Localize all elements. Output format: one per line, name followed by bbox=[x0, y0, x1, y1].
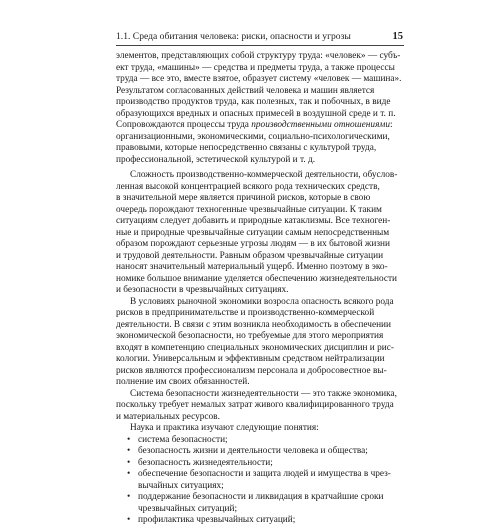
text-line-with-emphasis: Сопровождаются процессы труда производственными отношениями: bbox=[116, 120, 393, 130]
text-line: кологии. Универсальным и эффективным средством нейтрализации bbox=[116, 354, 385, 364]
list-item-text: • безопасность жизнедеятельности; bbox=[127, 457, 273, 468]
text-line: и материальных ресурсов. bbox=[116, 411, 220, 422]
bullet-icon: • bbox=[127, 515, 131, 525]
bullet-icon: • bbox=[127, 492, 131, 502]
list-item-text: • система безопасности; bbox=[127, 434, 228, 445]
text-line: элементов, представляющих собой структуру труда: «человек» — субъ- bbox=[116, 51, 401, 61]
list-item bbox=[116, 469, 404, 492]
page-number: 15 bbox=[392, 31, 403, 42]
text-line: входят в компетенцию специальных экономических дисциплин и рис- bbox=[116, 342, 394, 353]
list-item bbox=[116, 435, 404, 447]
text-line: образующихся вредных и опасных примесей в воздушной среде и т. п. bbox=[116, 108, 396, 119]
list-item-continuation: чрезвычайных ситуаций; bbox=[138, 503, 238, 514]
emphasized-term: производственными отношениями bbox=[251, 120, 390, 130]
text-line: и безопасности в чрезвычайных ситуациях. bbox=[116, 285, 289, 295]
list-item-text: • профилактика чрезвычайных ситуаций; bbox=[127, 515, 296, 525]
list-item bbox=[116, 515, 404, 527]
running-header bbox=[116, 30, 403, 44]
text-line: в значительной мере является причиной рисков, которые в свою bbox=[116, 193, 371, 203]
list-item bbox=[116, 458, 404, 470]
text-line: производство продуктов труда, как полезных, так и побочных, в виде bbox=[116, 97, 391, 107]
text-line: номике большое внимание уделяется обеспечению жизнедеятельности bbox=[116, 273, 398, 284]
paragraph-1 bbox=[116, 51, 404, 166]
paragraph-5 bbox=[116, 423, 404, 435]
text-line: Сложность производственно-коммерческой деятельности, обуслов- bbox=[130, 170, 398, 180]
text-line: правовыми, которые непосредственно связаны с культурой труда, bbox=[116, 143, 377, 153]
text-line: ект труда, «машины» — средства и предметы труда, а также процессы bbox=[116, 62, 395, 73]
chapter-section-title: 1.1. Среда обитания человека: риски, опасности и угрозы bbox=[116, 31, 351, 42]
header-rule bbox=[116, 45, 404, 46]
text-line: ситуациям следует добавить и природные катаклизмы. Все техноген- bbox=[116, 216, 391, 226]
bullet-icon: • bbox=[127, 434, 131, 445]
paragraph-3 bbox=[116, 297, 404, 389]
paragraph-2 bbox=[116, 170, 404, 297]
list-item-text: • безопасность жизни и деятельности человека и общества; bbox=[127, 446, 368, 456]
list-intro: Наука и практика изучают следующие понятия: bbox=[130, 423, 319, 433]
text-line: труда — все это, вместе взятое, образует систему «человек — машина». bbox=[116, 74, 402, 84]
text-line: и трудовой деятельности. Равным образом чрезвычайные ситуации bbox=[116, 250, 384, 261]
list-item-text: • поддержание безопасности и ликвидация в кратчайшие сроки bbox=[127, 492, 384, 502]
bullet-icon: • bbox=[127, 457, 131, 468]
paragraph-4 bbox=[116, 389, 404, 424]
list-item-text: • обеспечение безопасности и защита людей и имущества в чрез- bbox=[127, 469, 391, 479]
text-line: рисков являются профессионализм персонала и добросовестное вы- bbox=[116, 365, 387, 376]
text-line: ленная высокой концентрацией всякого рода технических средств, bbox=[116, 181, 380, 192]
text-line: экономической безопасности, но требуемые для этого мероприятия bbox=[116, 331, 384, 341]
list-item-continuation: вычайных ситуациях; bbox=[138, 480, 224, 491]
text-line: полнение им своих обязанностей. bbox=[116, 377, 250, 387]
text-line: рисков в предпринимательстве и производственно-коммерческой bbox=[116, 308, 375, 318]
text-line: образом порождают серьезные угрозы людям — в их бытовой жизни bbox=[116, 239, 390, 249]
text-line: деятельности. В связи с этим возникла необходимость в обеспечении bbox=[116, 319, 392, 330]
text-line: очередь порождают техногенные чрезвычайные ситуации. К таким bbox=[116, 204, 382, 215]
page-body bbox=[116, 51, 404, 527]
text-line: В условиях рыночной экономики возросла опасность всякого рода bbox=[130, 296, 394, 307]
list-item bbox=[116, 492, 404, 515]
bullet-icon: • bbox=[127, 446, 131, 456]
text-line: Результатом согласованных действий человека и машин является bbox=[116, 85, 375, 96]
text-line: организационными, экономическими, социально-психологическими, bbox=[116, 131, 390, 142]
concepts-list bbox=[116, 435, 404, 527]
text-line: Система безопасности жизнедеятельности — это также экономика, bbox=[130, 388, 397, 399]
text-line: ные и природные чрезвычайные ситуации самым непосредственным bbox=[116, 227, 390, 238]
text-line: профессиональной, эстетической культурой и т. д. bbox=[116, 154, 316, 165]
text-line: наносят значительный материальный ущерб. Именно поэтому в эко- bbox=[116, 262, 388, 272]
text-line: поскольку требует немалых затрат живого квалифицированного труда bbox=[116, 400, 394, 410]
bullet-icon: • bbox=[127, 469, 131, 479]
list-item bbox=[116, 446, 404, 458]
